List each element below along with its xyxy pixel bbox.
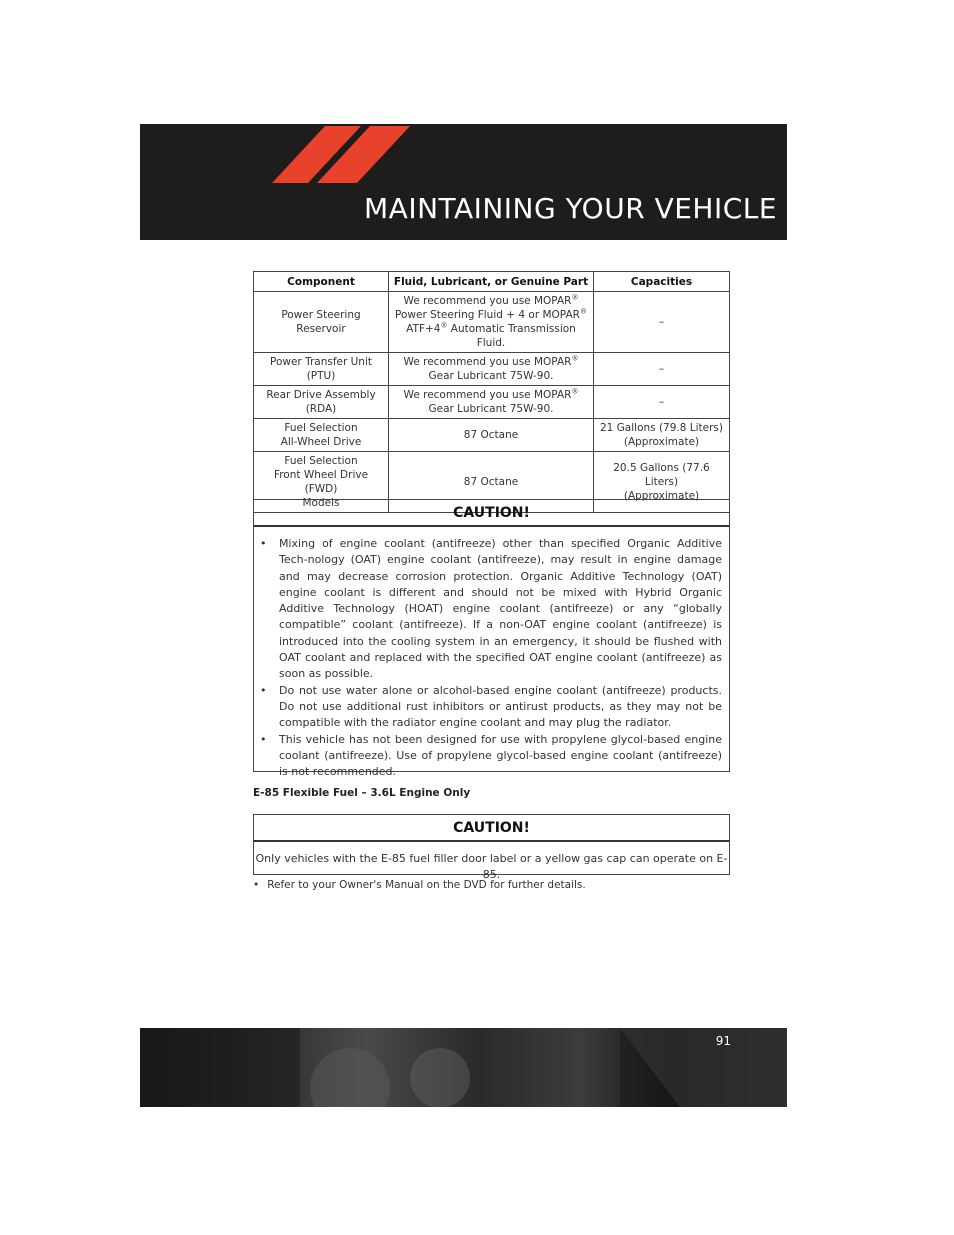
caution-heading: CAUTION! xyxy=(254,815,729,842)
table-cell-component xyxy=(254,386,389,419)
caution-item-text: This vehicle has not been designed for use with propylene glycol-based engine coolant (antifreeze). Use of propylene glycol-based engine coolant (antifreeze) is not recommended. xyxy=(279,732,722,779)
caution-item xyxy=(260,732,722,781)
table-row xyxy=(254,292,730,353)
subheading-e85: E-85 Flexible Fuel – 3.6L Engine Only xyxy=(253,787,471,799)
table-cell-component xyxy=(254,353,389,386)
column-header-fluid: Fluid, Lubricant, or Genuine Part xyxy=(389,272,594,292)
page-number: 91 xyxy=(715,1034,731,1048)
caution-item xyxy=(260,683,722,732)
cell-line: All-Wheel Drive xyxy=(280,436,362,448)
column-header-capacities: Capacities xyxy=(594,272,730,292)
table-cell-component xyxy=(254,419,389,452)
section-title: MAINTAINING YOUR VEHICLE xyxy=(364,192,778,225)
table-cell-fluid xyxy=(389,419,594,452)
table-row xyxy=(254,419,730,452)
caution-item-text: Mixing of engine coolant (antifreeze) other than specified Organic Additive Tech-nology (OAT) engine coolant (antifreeze), may result in engine damage and may decrease corrosion protection. Organic Additive Technology (OAT) engine coolant is different and should not be mixed with Hybrid Organic Additive Technology (HOAT) engine coolant (antifreeze) or any “globally compatible” coolant (antifreeze). If a non-OAT engine coolant (antifreeze) is introduced into the cooling system in an emergency, it should be flushed with OAT coolant and replaced with the specified OAT engine coolant (antifreeze) as soon as possible. xyxy=(279,537,722,681)
cell-line: We recommend you use MOPAR® xyxy=(403,293,579,307)
caution-body xyxy=(254,527,729,780)
cell-line: We recommend you use MOPAR® xyxy=(403,387,579,401)
table-cell-capacity xyxy=(594,386,730,419)
table-header-row xyxy=(254,272,730,292)
cell-line: Fuel Selection xyxy=(284,455,358,467)
cell-line: Front Wheel Drive (FWD) xyxy=(273,469,369,495)
footer-photo-band xyxy=(140,1028,787,1107)
cell-line: ATF+4® Automatic Transmission Fluid. xyxy=(406,321,576,349)
cell-line: Gear Lubricant 75W-90. xyxy=(428,370,554,382)
column-header-component: Component xyxy=(254,272,389,292)
table-cell-fluid xyxy=(389,353,594,386)
cell-line: (PTU) xyxy=(306,370,336,382)
fluid-capacities-table xyxy=(253,271,730,513)
table-cell-fluid xyxy=(389,386,594,419)
note-line xyxy=(253,879,586,891)
caution-list xyxy=(254,536,729,780)
caution-box-e85 xyxy=(253,814,730,882)
cell-line: Gear Lubricant 75W-90. xyxy=(428,403,554,415)
cell-line: – xyxy=(658,316,665,328)
bullet-icon: • xyxy=(260,683,267,697)
cell-line: 87 Octane xyxy=(463,476,519,488)
table-body xyxy=(254,292,730,513)
footer-photo-icon xyxy=(140,1028,787,1107)
header-band xyxy=(140,124,787,240)
brand-stripes-icon xyxy=(270,124,420,184)
table-cell-capacity xyxy=(594,353,730,386)
table-cell-capacity xyxy=(594,292,730,353)
caution-item-text: Do not use water alone or alcohol-based engine coolant (antifreeze) products. Do not use additional rust inhibitors or antirust products, as they may not be compatible with the radiator engine coolant and may plug the radiator. xyxy=(279,683,722,730)
cell-line: Power Steering Fluid + 4 or MOPAR® xyxy=(395,307,587,321)
cell-line: 87 Octane xyxy=(463,429,519,441)
caution-heading: CAUTION! xyxy=(254,500,729,527)
caution-item xyxy=(260,536,722,683)
cell-line: 20.5 Gallons (77.6 Liters) xyxy=(613,462,710,488)
cell-line: Fuel Selection xyxy=(284,422,358,434)
cell-line: – xyxy=(658,396,665,408)
cell-line: – xyxy=(658,363,665,375)
table-row xyxy=(254,353,730,386)
bullet-icon: • xyxy=(253,879,260,891)
bullet-icon: • xyxy=(260,537,267,550)
cell-line: 21 Gallons (79.8 Liters) xyxy=(599,422,724,434)
table-cell-fluid xyxy=(389,292,594,353)
cell-line: Rear Drive Assembly xyxy=(266,389,376,401)
cell-line: (RDA) xyxy=(305,403,337,415)
cell-line: (Approximate) xyxy=(623,490,700,502)
table-cell-component xyxy=(254,292,389,353)
cell-line: Power Transfer Unit xyxy=(269,356,373,368)
note-text: Refer to your Owner's Manual on the DVD for further details. xyxy=(267,879,586,891)
caution-box-coolant xyxy=(253,499,730,779)
caution-text: Only vehicles with the E-85 fuel filler door label or a yellow gas cap can operate on E-85. xyxy=(255,852,728,882)
bullet-icon: • xyxy=(260,732,267,746)
cell-line: Models xyxy=(302,497,340,509)
cell-line: Power Steering Reservoir xyxy=(281,309,361,335)
table-cell-capacity xyxy=(594,419,730,452)
cell-line: We recommend you use MOPAR® xyxy=(403,354,579,368)
table-row xyxy=(254,386,730,419)
cell-line: (Approximate) xyxy=(623,436,700,448)
